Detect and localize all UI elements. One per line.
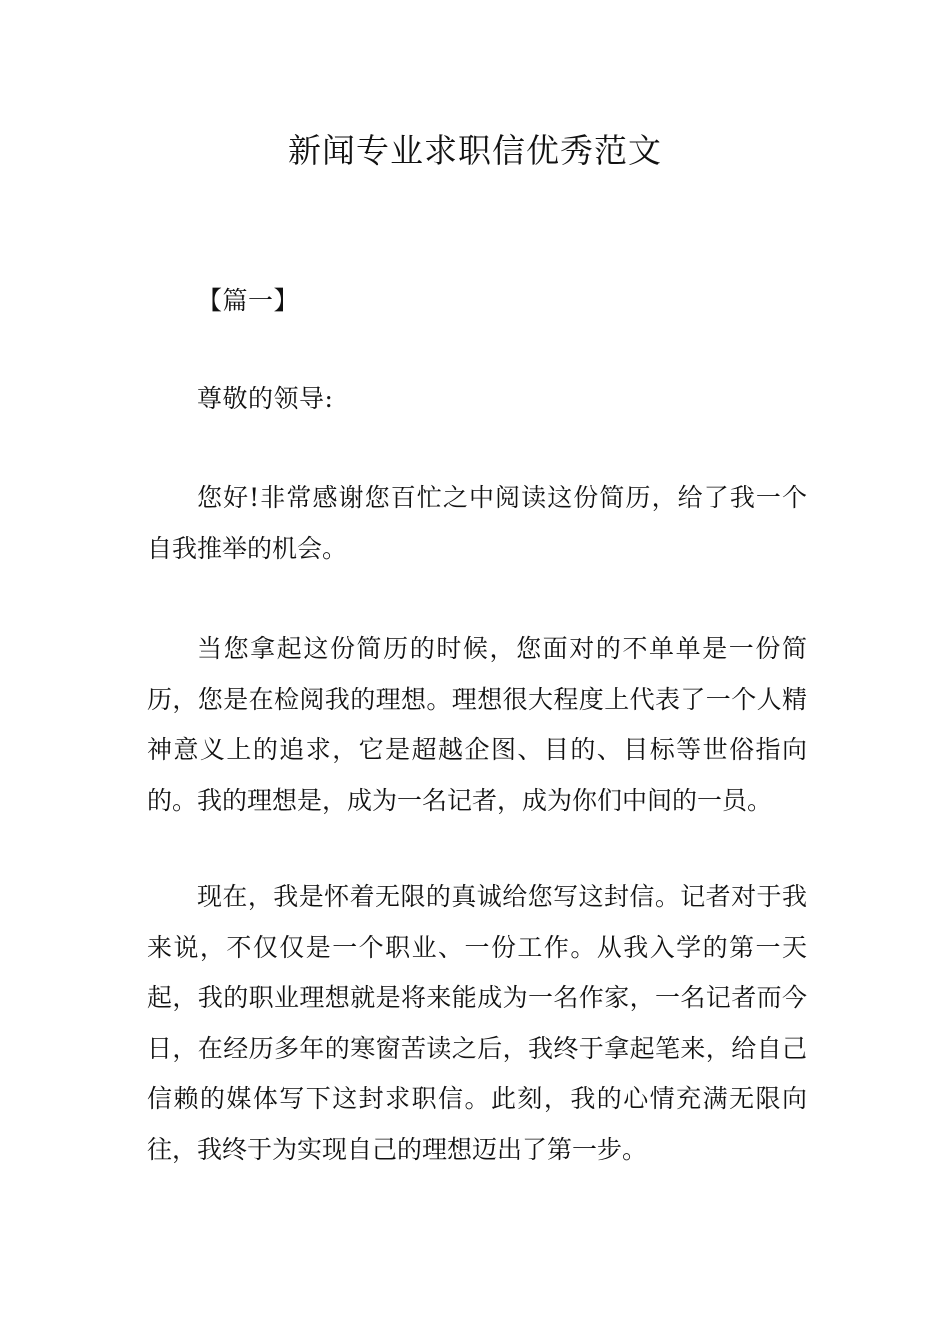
section-label: 【篇一】: [197, 286, 300, 315]
paragraph-3: 现在，我是怀着无限的真诚给您写这封信。记者对于我来说，不仅仅是一个职业、一份工作。从我入学的第一天起，我的职业理想就是将来能成为一名作家，一名记者而今日，在经历多年的寒窗苦读之后，我终于拿起笔来，给自己信赖的媒体写下这封求职信。此刻，我的心情充满无限向往，我终于为实现自己的理想迈出了第一步。: [147, 882, 807, 1164]
paragraph-2: 当您拿起这份简历的时候，您面对的不单单是一份简历，您是在检阅我的理想。理想很大程度上代表了一个人精神意义上的追求，它是超越企图、目的、目标等世俗指向的。我的理想是，成为一名记者，成为你们中间的一员。: [147, 634, 807, 815]
greeting: 尊敬的领导:: [197, 384, 334, 413]
paragraph-1: 您好!非常感谢您百忙之中阅读这份简历，给了我一个自我推举的机会。: [147, 483, 807, 563]
document-title: 新闻专业求职信优秀范文: [288, 131, 662, 170]
